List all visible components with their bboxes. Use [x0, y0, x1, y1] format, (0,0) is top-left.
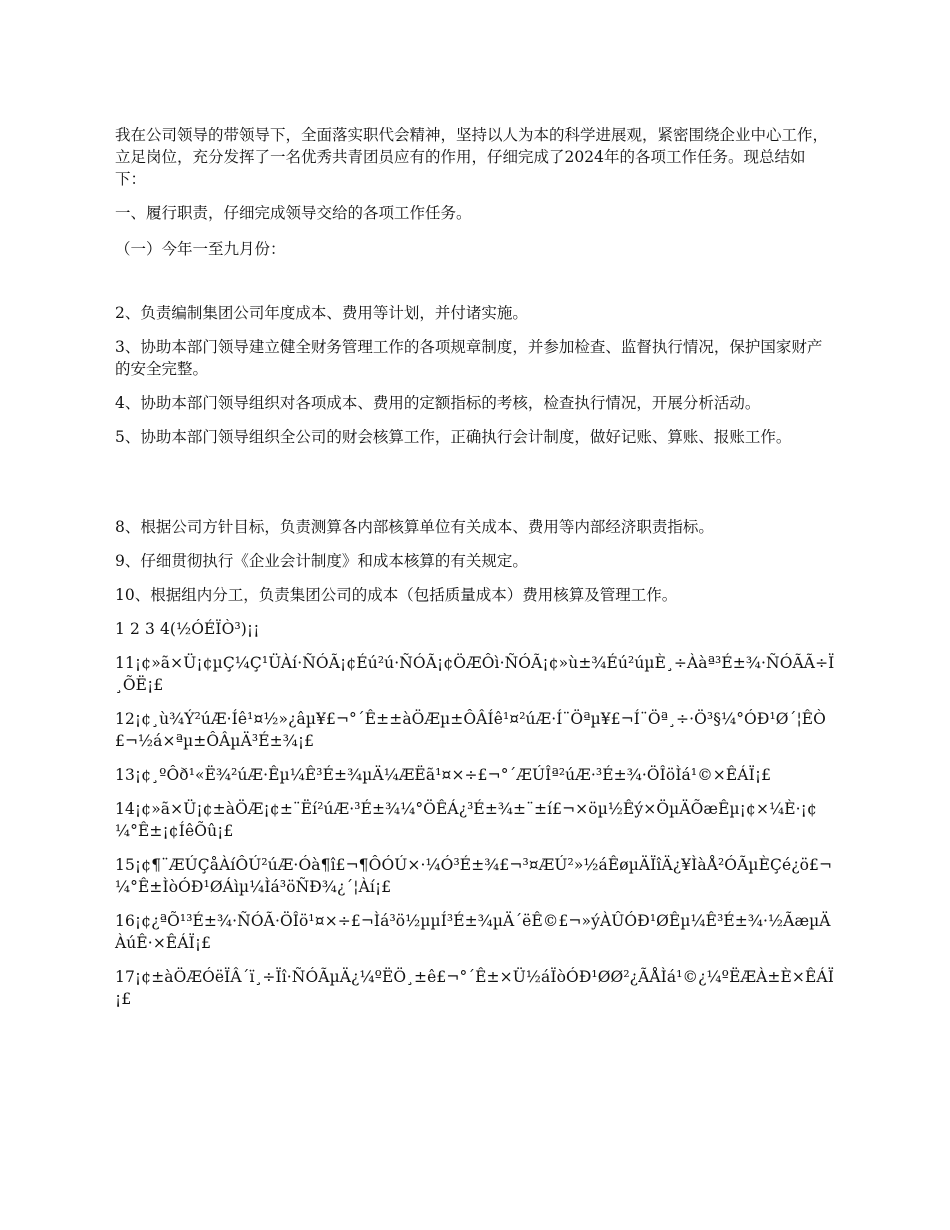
intro-paragraph: 我在公司领导的带领导下，全面落实职代会精神，坚持以人为本的科学进展观，紧密围绕企业中心工作，立足岗位，充分发挥了一名优秀共青团员应有的作用，仔细完成了2024年的各项工作任务。现总结如下： [115, 126, 829, 188]
item-17: 17¡¢±àÖÆÓëÏÂ´ï¸÷Ïî·ÑÓÃµÄ¿¼ºËÖ¸±ê£¬°´Ê±×Ü½áÏòÓÐ¹ØØ²¿ÃÅÌá¹©¿¼ºËÆÀ±È×ÊÁÏ¡£ [115, 968, 834, 1008]
section-heading-1: 一、履行职责，仔细完成领导交给的各项工作任务。 [115, 204, 472, 222]
item-14: 14¡¢»ã×Ü¡¢±àÖÆ¡¢±¨Ëí²úÆ·³É±¾¼°ÖÊÁ¿³É±¾±¨±í£¬×öµ½Êý×ÖµÄÕæÊµ¡¢×¼È·¡¢¼°Ê±¡¢ÍêÕû¡£ [115, 800, 817, 840]
blank-space [115, 448, 835, 516]
item-9: 9、仔细贯彻执行《企业会计制度》和成本核算的有关规定。 [115, 552, 528, 570]
item-15: 15¡¢¶¨ÆÚÇåÀíÔÚ²úÆ·Óà¶î£¬¶ÔÓÚ×·¼Ó³É±¾£¬³¤ÆÚ²»½áÊøµÄÏîÄ¿¥ÌàÅ²ÓÃµÈÇé¿ö£¬¼°Ê±ÌòÓÐ¹ØÁìµ¼Ìá³öÑÐ¾¿´¦Àí¡£ [115, 856, 833, 896]
document-body [115, 124, 835, 1010]
item-13: 13¡¢¸ºÔð¹«Ë¾²úÆ·Êµ¼Ê³É±¾µÄ¼ÆËã¹¤×÷£¬°´ÆÚÎª²úÆ·³É±¾·ÖÎöÌá¹©×ÊÁÏ¡£ [115, 766, 772, 784]
item-3: 3、协助本部门领导建立健全财务管理工作的各项规章制度，并参加检查、监督执行情况，保护国家财产的安全完整。 [115, 338, 823, 378]
item-10: 10、根据组内分工，负责集团公司的成本（包括质量成本）费用核算及管理工作。 [115, 586, 678, 604]
subsection-heading: （一）今年一至九月份： [115, 240, 286, 258]
item-16: 16¡¢¿ªÕ¹³É±¾·ÑÓÃ·ÖÎö¹¤×÷£¬Ìá³ö½µµÍ³É±¾µÄ´ëÊ©£¬»ýÀÛÓÐ¹ØÊµ¼Ê³É±¾·½ÃæµÄÀúÊ·×ÊÁÏ¡£ [115, 912, 831, 952]
item-4: 4、协助本部门领导组织对各项成本、费用的定额指标的考核，检查执行情况，开展分析活动。 [115, 394, 761, 412]
item-2: 2、负责编制集团公司年度成本、费用等计划，并付诸实施。 [115, 304, 528, 322]
blank-space [115, 260, 835, 302]
item-5: 5、协助本部门领导组织全公司的财会核算工作，正确执行会计制度，做好记账、算账、报账工作。 [115, 428, 792, 446]
item-12: 12¡¢¸ù¾Ý²úÆ·Íê¹¤½»¿âµ¥£¬°´Ê±±àÖÆµ±ÔÂÍê¹¤²úÆ·Í¨Öªµ¥£¬Í¨Öª¸÷·Ö³§¼°ÓÐ¹Ø´¦ÊÒ£¬½á×ªµ±ÔÂµÄ³É±¾¡£ [115, 710, 826, 750]
item-8: 8、根据公司方针目标，负责测算各内部核算单位有关成本、费用等内部经济职责指标。 [115, 518, 714, 536]
continued-from-page-note: 1 2 3 4(½ÓÉÏÒ³)¡¡ [115, 620, 260, 638]
item-11: 11¡¢»ã×Ü¡¢µÇ¼Ç¹ÜÀí·ÑÓÃ¡¢Éú²ú·ÑÓÃ¡¢ÖÆÔì·ÑÓÃ¡¢»ù±¾Éú²úµÈ¸÷Ààª³É±¾·ÑÓÃÃ÷Ï¸ÕË¡£ [115, 654, 835, 694]
